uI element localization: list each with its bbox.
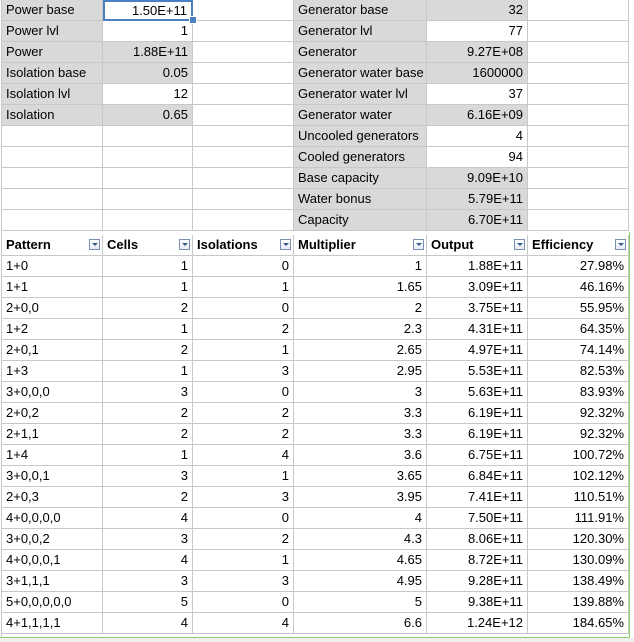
table-cell[interactable]: 4.3 (294, 529, 427, 550)
table-cell[interactable]: 138.49% (528, 571, 629, 592)
table-cell[interactable]: 6.19E+11 (427, 424, 528, 445)
empty-cell[interactable] (2, 147, 103, 168)
selected-cell[interactable]: 1.50E+11 (103, 0, 193, 21)
table-cell[interactable]: 1+2 (2, 319, 103, 340)
column-header-efficiency (528, 235, 629, 256)
table-cell[interactable]: 1 (193, 277, 294, 298)
table-border-right (629, 232, 630, 638)
table-cell[interactable]: 0 (193, 508, 294, 529)
empty-cell[interactable] (193, 21, 294, 42)
param-label: Base capacity (294, 168, 427, 189)
empty-cell[interactable] (528, 63, 629, 84)
param-value[interactable]: 1.88E+11 (103, 42, 193, 63)
table-cell[interactable]: 9.28E+11 (427, 571, 528, 592)
column-header-pattern (2, 235, 103, 256)
table-cell[interactable]: 6.75E+11 (427, 445, 528, 466)
table-cell[interactable]: 74.14% (528, 340, 629, 361)
table-cell[interactable]: 130.09% (528, 550, 629, 571)
param-label: Power (2, 42, 103, 63)
table-cell[interactable]: 3+0,0,0 (2, 382, 103, 403)
empty-cell[interactable] (193, 0, 294, 21)
table-cell[interactable]: 64.35% (528, 319, 629, 340)
param-value[interactable]: 0.65 (103, 105, 193, 126)
empty-cell[interactable] (2, 126, 103, 147)
table-cell[interactable]: 2 (103, 487, 193, 508)
table-cell[interactable]: 2 (193, 529, 294, 550)
table-cell[interactable]: 5+0,0,0,0,0 (2, 592, 103, 613)
table-cell[interactable]: 1+3 (2, 361, 103, 382)
param-value[interactable]: 4 (427, 126, 528, 147)
table-cell[interactable]: 0 (193, 298, 294, 319)
table-cell[interactable]: 4 (103, 613, 193, 634)
table-cell[interactable]: 3 (193, 487, 294, 508)
param-value[interactable]: 1600000 (427, 63, 528, 84)
table-cell[interactable]: 3.09E+11 (427, 277, 528, 298)
empty-cell[interactable] (528, 42, 629, 63)
table-cell[interactable]: 4 (193, 445, 294, 466)
table-cell[interactable]: 2.3 (294, 319, 427, 340)
empty-cell[interactable] (2, 210, 103, 231)
table-cell[interactable]: 4+0,0,0,0 (2, 508, 103, 529)
table-cell[interactable]: 5.63E+11 (427, 382, 528, 403)
header-label: Cells (107, 237, 139, 252)
empty-cell[interactable] (2, 189, 103, 210)
table-cell[interactable]: 46.16% (528, 277, 629, 298)
empty-cell[interactable] (528, 210, 629, 231)
param-value[interactable]: 6.70E+11 (427, 210, 528, 231)
table-cell[interactable]: 55.95% (528, 298, 629, 319)
table-cell[interactable]: 3 (294, 382, 427, 403)
sheet-tab-bar[interactable] (0, 638, 634, 642)
table-cell[interactable]: 8.72E+11 (427, 550, 528, 571)
param-label: Power base (2, 0, 103, 21)
table-cell[interactable]: 2.95 (294, 361, 427, 382)
table-cell[interactable]: 1 (103, 445, 193, 466)
empty-cell[interactable] (528, 84, 629, 105)
empty-cell[interactable] (193, 42, 294, 63)
empty-cell[interactable] (528, 189, 629, 210)
table-cell[interactable]: 1+4 (2, 445, 103, 466)
table-cell[interactable]: 0 (193, 382, 294, 403)
param-label: Isolation lvl (2, 84, 103, 105)
table-cell[interactable]: 2 (103, 403, 193, 424)
empty-cell[interactable] (2, 168, 103, 189)
table-cell[interactable]: 0 (193, 256, 294, 277)
table-cell[interactable]: 2 (193, 424, 294, 445)
table-cell[interactable]: 5 (294, 592, 427, 613)
empty-cell[interactable] (103, 147, 193, 168)
param-label: Generator water base (294, 63, 427, 84)
filter-dropdown-icon[interactable] (413, 239, 424, 250)
table-cell[interactable]: 102.12% (528, 466, 629, 487)
fill-handle[interactable] (189, 16, 197, 24)
empty-cell[interactable] (103, 189, 193, 210)
table-cell[interactable]: 2+1,1 (2, 424, 103, 445)
table-cell[interactable]: 1 (193, 340, 294, 361)
table-cell[interactable]: 1 (103, 256, 193, 277)
param-label: Uncooled generators (294, 126, 427, 147)
empty-cell[interactable] (103, 168, 193, 189)
table-cell[interactable]: 2 (103, 424, 193, 445)
param-label: Generator lvl (294, 21, 427, 42)
table-cell[interactable]: 3 (103, 529, 193, 550)
table-cell[interactable]: 7.50E+11 (427, 508, 528, 529)
table-cell[interactable]: 2.65 (294, 340, 427, 361)
table-cell[interactable]: 3.75E+11 (427, 298, 528, 319)
empty-cell[interactable] (193, 189, 294, 210)
table-cell[interactable]: 3 (103, 382, 193, 403)
table-cell[interactable]: 3 (103, 466, 193, 487)
table-cell[interactable]: 92.32% (528, 424, 629, 445)
header-label: Pattern (6, 237, 51, 252)
table-cell[interactable]: 3+1,1,1 (2, 571, 103, 592)
table-cell[interactable]: 110.51% (528, 487, 629, 508)
param-label: Isolation base (2, 63, 103, 84)
table-cell[interactable]: 2 (193, 403, 294, 424)
table-cell[interactable]: 2 (103, 298, 193, 319)
param-label: Generator (294, 42, 427, 63)
table-cell[interactable]: 1 (103, 361, 193, 382)
table-cell[interactable]: 4+0,0,0,1 (2, 550, 103, 571)
table-cell[interactable]: 3+0,0,2 (2, 529, 103, 550)
empty-cell[interactable] (528, 0, 629, 21)
table-cell[interactable]: 1.65 (294, 277, 427, 298)
param-label: Generator water lvl (294, 84, 427, 105)
table-cell[interactable]: 3 (103, 571, 193, 592)
param-value[interactable]: 5.79E+11 (427, 189, 528, 210)
table-cell[interactable]: 1 (193, 466, 294, 487)
table-cell[interactable]: 111.91% (528, 508, 629, 529)
table-cell[interactable]: 2+0,1 (2, 340, 103, 361)
filter-dropdown-icon[interactable] (514, 239, 525, 250)
table-cell[interactable]: 1 (103, 277, 193, 298)
param-value[interactable]: 77 (427, 21, 528, 42)
header-label: Multiplier (298, 237, 356, 252)
table-cell[interactable]: 7.41E+11 (427, 487, 528, 508)
empty-cell[interactable] (193, 210, 294, 231)
table-cell[interactable]: 6.19E+11 (427, 403, 528, 424)
table-cell[interactable]: 3.95 (294, 487, 427, 508)
table-cell[interactable]: 83.93% (528, 382, 629, 403)
table-cell[interactable]: 2+0,0 (2, 298, 103, 319)
empty-cell[interactable] (193, 63, 294, 84)
empty-cell[interactable] (528, 126, 629, 147)
table-cell[interactable]: 4.97E+11 (427, 340, 528, 361)
table-cell[interactable]: 3 (193, 361, 294, 382)
header-label: Output (431, 237, 474, 252)
table-cell[interactable]: 100.72% (528, 445, 629, 466)
empty-cell[interactable] (193, 105, 294, 126)
table-cell[interactable]: 139.88% (528, 592, 629, 613)
column-header-cells (103, 235, 193, 256)
table-cell[interactable]: 1 (103, 319, 193, 340)
header-label: Isolations (197, 237, 258, 252)
table-cell[interactable]: 3.3 (294, 403, 427, 424)
table-cell[interactable]: 3 (193, 571, 294, 592)
table-cell[interactable]: 82.53% (528, 361, 629, 382)
empty-cell[interactable] (103, 126, 193, 147)
empty-cell[interactable] (528, 147, 629, 168)
param-value[interactable]: 94 (427, 147, 528, 168)
table-cell[interactable]: 120.30% (528, 529, 629, 550)
param-value[interactable]: 0.05 (103, 63, 193, 84)
table-cell[interactable]: 4.65 (294, 550, 427, 571)
param-value[interactable]: 37 (427, 84, 528, 105)
filter-dropdown-icon[interactable] (179, 239, 190, 250)
param-label: Isolation (2, 105, 103, 126)
table-cell[interactable]: 9.38E+11 (427, 592, 528, 613)
table-cell[interactable]: 4 (193, 613, 294, 634)
table-cell[interactable]: 2 (193, 319, 294, 340)
table-cell[interactable]: 1+1 (2, 277, 103, 298)
empty-cell[interactable] (528, 21, 629, 42)
table-cell[interactable]: 0 (193, 592, 294, 613)
param-value[interactable]: 9.27E+08 (427, 42, 528, 63)
table-cell[interactable]: 1+0 (2, 256, 103, 277)
filter-dropdown-icon[interactable] (280, 239, 291, 250)
table-cell[interactable]: 27.98% (528, 256, 629, 277)
filter-dropdown-icon[interactable] (615, 239, 626, 250)
table-cell[interactable]: 4.31E+11 (427, 319, 528, 340)
param-value[interactable]: 12 (103, 84, 193, 105)
table-cell[interactable]: 3.6 (294, 445, 427, 466)
table-cell[interactable]: 4+1,1,1,1 (2, 613, 103, 634)
param-value[interactable]: 32 (427, 0, 528, 21)
table-cell[interactable]: 1.88E+11 (427, 256, 528, 277)
empty-cell[interactable] (193, 147, 294, 168)
empty-cell[interactable] (193, 126, 294, 147)
table-cell[interactable]: 6.84E+11 (427, 466, 528, 487)
param-label: Generator base (294, 0, 427, 21)
header-label: Efficiency (532, 237, 594, 252)
param-label: Power lvl (2, 21, 103, 42)
table-cell[interactable]: 2 (103, 340, 193, 361)
table-cell[interactable]: 2 (294, 298, 427, 319)
empty-cell[interactable] (103, 210, 193, 231)
table-cell[interactable]: 4 (103, 550, 193, 571)
table-cell[interactable]: 92.32% (528, 403, 629, 424)
table-cell[interactable]: 5.53E+11 (427, 361, 528, 382)
table-cell[interactable]: 5 (103, 592, 193, 613)
table-cell[interactable]: 1 (294, 256, 427, 277)
empty-cell[interactable] (193, 84, 294, 105)
table-cell[interactable]: 3.65 (294, 466, 427, 487)
filter-dropdown-icon[interactable] (89, 239, 100, 250)
table-cell[interactable]: 8.06E+11 (427, 529, 528, 550)
param-label: Capacity (294, 210, 427, 231)
param-value[interactable]: 9.09E+10 (427, 168, 528, 189)
table-cell[interactable]: 2+0,3 (2, 487, 103, 508)
empty-cell[interactable] (528, 168, 629, 189)
table-cell[interactable]: 3+0,0,1 (2, 466, 103, 487)
param-label: Cooled generators (294, 147, 427, 168)
table-cell[interactable]: 3.3 (294, 424, 427, 445)
table-cell[interactable]: 184.65% (528, 613, 629, 634)
table-cell[interactable]: 1.24E+12 (427, 613, 528, 634)
empty-cell[interactable] (193, 168, 294, 189)
column-header-multiplier (294, 235, 427, 256)
table-cell[interactable]: 4.95 (294, 571, 427, 592)
table-cell[interactable]: 4 (294, 508, 427, 529)
param-value[interactable]: 6.16E+09 (427, 105, 528, 126)
table-cell[interactable]: 1 (193, 550, 294, 571)
table-cell[interactable]: 4 (103, 508, 193, 529)
param-value[interactable]: 1 (103, 21, 193, 42)
param-label: Water bonus (294, 189, 427, 210)
empty-cell[interactable] (528, 105, 629, 126)
column-header-isolations (193, 235, 294, 256)
table-cell[interactable]: 2+0,2 (2, 403, 103, 424)
column-header-output (427, 235, 528, 256)
param-label: Generator water (294, 105, 427, 126)
table-cell[interactable]: 6.6 (294, 613, 427, 634)
